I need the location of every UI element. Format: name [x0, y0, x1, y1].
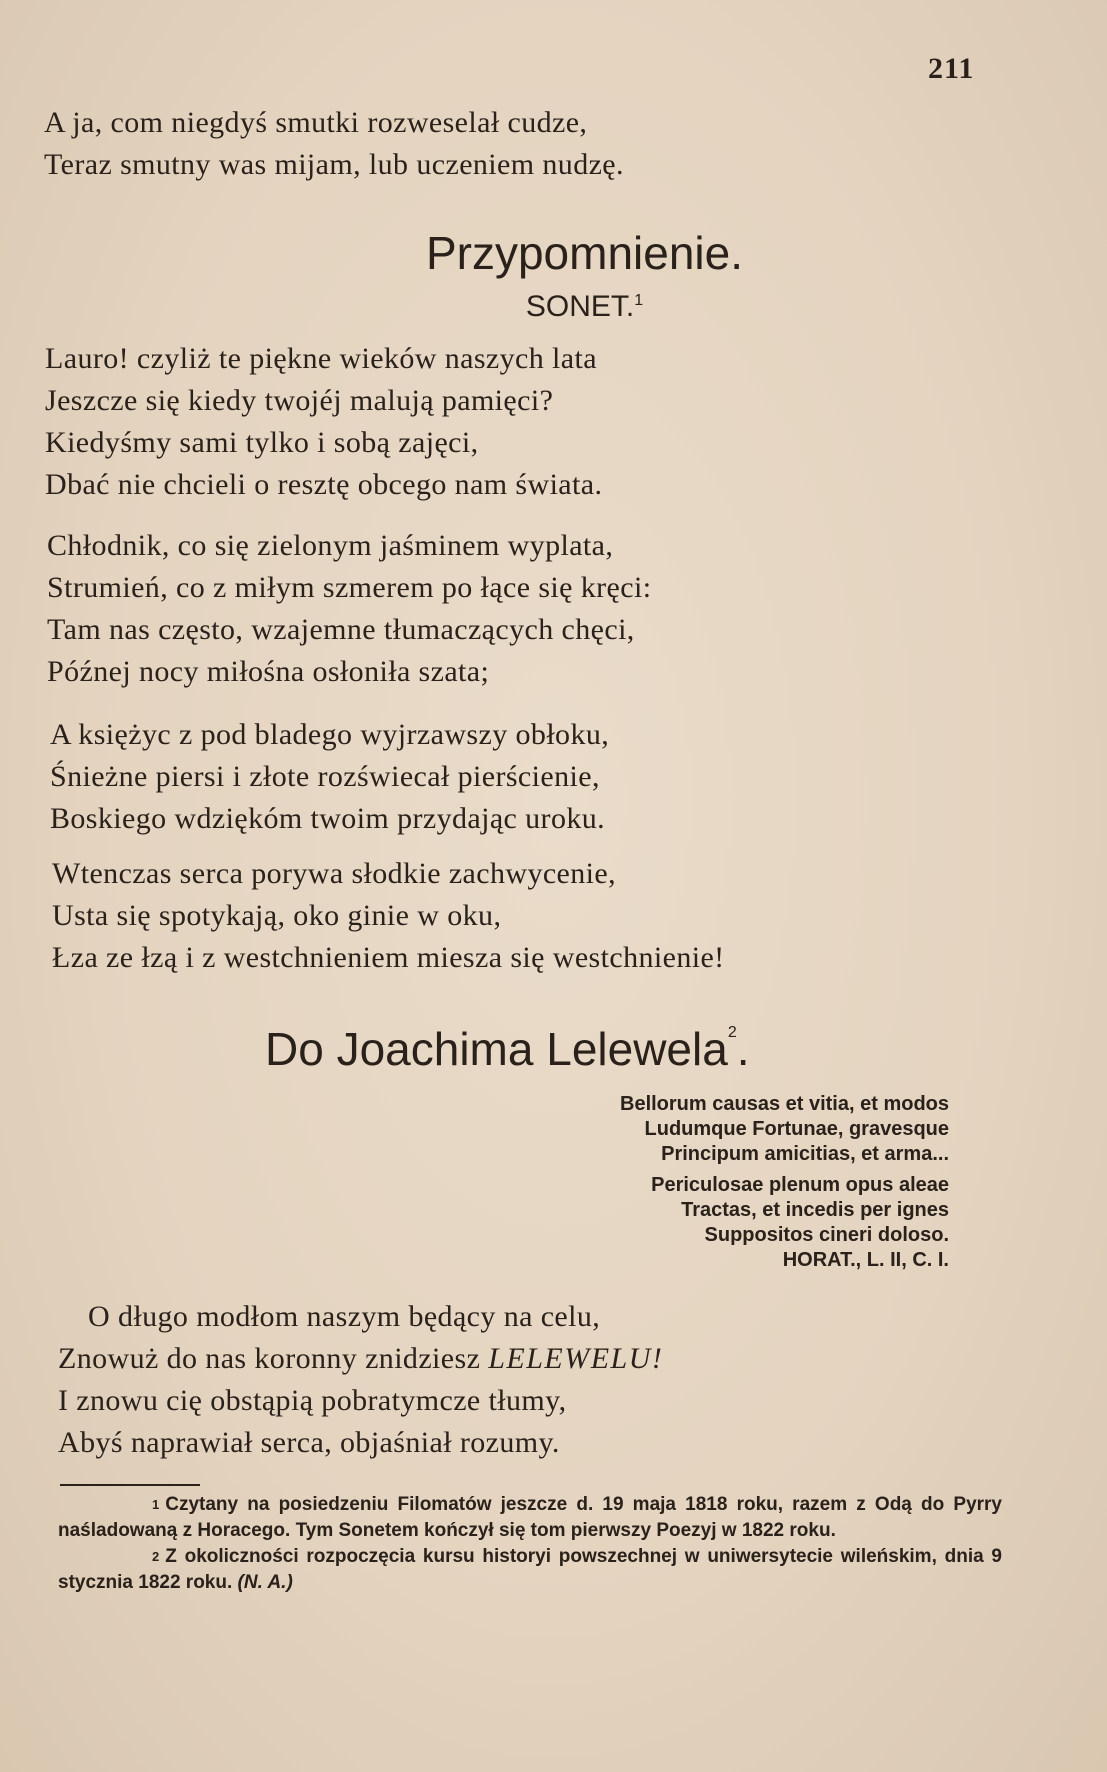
footnote-mark: 1	[152, 1497, 160, 1512]
footnote-mark: 2	[727, 1024, 737, 1041]
epigraph-line: Suppositos cineri doloso.	[704, 1224, 949, 1246]
epigraph	[620, 1092, 949, 1279]
epigraph-source: HORAT., L. II, C. I.	[782, 1249, 949, 1271]
poem-title-2: Do Joachima Lelewela$^2$.	[265, 1023, 750, 1075]
epigraph-line: Periculosae plenum opus aleae	[651, 1174, 949, 1196]
poem-subtitle: SONET.$^1$	[525, 290, 644, 323]
opening-verse	[44, 102, 624, 186]
epigraph-line: Bellorum causas et vitia, et modos	[620, 1093, 949, 1115]
poem2-verse	[58, 1296, 663, 1464]
epigraph-stanza	[620, 1092, 949, 1167]
stanza-4	[52, 853, 725, 979]
verse-line: I znowu cię obstąpią pobratymcze tłumy,	[58, 1384, 567, 1417]
stanza-1	[45, 338, 602, 506]
page-number: 211	[928, 52, 975, 85]
epigraph-stanza	[620, 1173, 949, 1273]
footnote-mark: 1	[634, 292, 644, 309]
epigraph-line: Tractas, et incedis per ignes	[681, 1199, 949, 1221]
verse-line: A ja, com niegdyś smutki rozweselał cudze,	[44, 106, 588, 139]
verse-line: Chłodnik, co się zielonym jaśminem wyplata,	[47, 529, 614, 562]
verse-line: Śnieżne piersi i złote rozświecał pierścienie,	[50, 760, 600, 793]
verse-line: Boskiego wdziękóm twoim przydając uroku.	[50, 802, 606, 835]
stanza-3	[50, 714, 609, 840]
footnote-source: (N. A.)	[237, 1572, 293, 1593]
verse-line: Jeszcze się kiedy twojéj malują pamięci?	[45, 384, 554, 417]
verse-line: Teraz smutny was mijam, lub uczeniem nudzę.	[44, 148, 624, 181]
footnote-1: $^1$ Czytany na posiedzeniu Filomatów jeszcze d. 19 maja 1818 roku, razem z Odą do Pyrry naśladowaną z Horacego. Tym Sonetem kończył się tom pierwszy Poezyj w 1822 roku.	[58, 1494, 1002, 1541]
lelewel-name: LELEWELU!	[488, 1342, 664, 1375]
verse-line: Łza ze łzą i z westchnieniem miesza się westchnienie!	[52, 941, 725, 974]
verse-line: Abyś naprawiał serca, objaśniał rozumy.	[58, 1426, 560, 1459]
verse-line: Tam nas często, wzajemne tłumaczących chęci,	[47, 613, 635, 646]
footnote-2: $^2$ Z okoliczności rozpoczęcia kursu historyi powszechnej w uniwersytecie wileńskim, dnia 9 stycznia 1822 roku. (N. A.)	[58, 1546, 1002, 1593]
footnotes	[58, 1492, 1002, 1596]
verse-line: Dbać nie chcieli o resztę obcego nam świata.	[45, 468, 603, 501]
epigraph-line: Principum amicitias, et arma...	[661, 1143, 949, 1165]
verse-line: O długo modłom naszym będący na celu,	[88, 1300, 601, 1333]
verse-line: Lauro! czyliż te piękne wieków naszych lata	[45, 342, 597, 375]
verse-line: Znowuż do nas koronny znidziesz LELEWELU!	[58, 1342, 664, 1375]
footnote-divider	[60, 1484, 200, 1486]
epigraph-line: Ludumque Fortunae, gravesque	[644, 1118, 949, 1140]
verse-line: Późnej nocy miłośna osłoniła szata;	[47, 655, 490, 688]
stanza-2	[47, 525, 651, 693]
verse-line: Usta się spotykają, oko ginie w oku,	[52, 899, 502, 932]
verse-line: A księżyc z pod bladego wyjrzawszy obłoku,	[50, 718, 610, 751]
verse-line: Wtenczas serca porywa słodkie zachwycenie,	[52, 857, 617, 890]
verse-line: Kiedyśmy sami tylko i sobą zajęci,	[45, 426, 479, 459]
footnote-mark: 2	[152, 1549, 160, 1564]
verse-line: Strumień, co z miłym szmerem po łące się kręci:	[47, 571, 652, 604]
poem-title: Przypomnienie.	[425, 227, 744, 279]
